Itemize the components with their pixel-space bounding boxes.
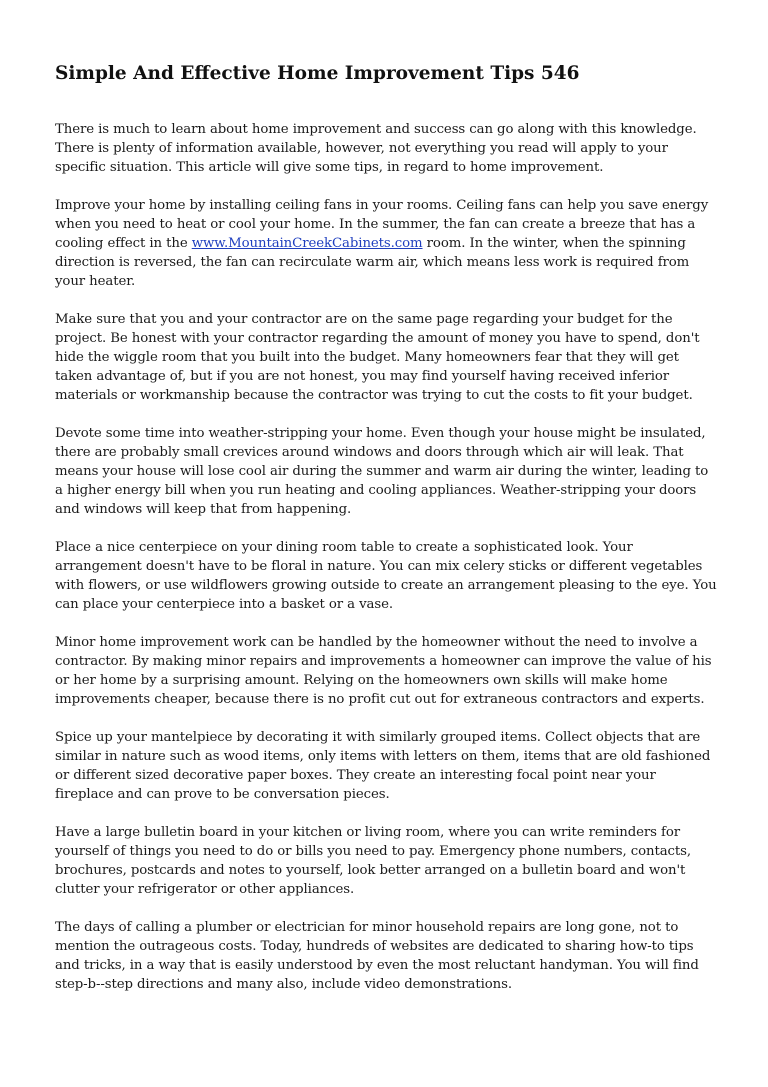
paragraph-text: room. In the winter, when the spinning direction is reversed, the fan can recirculate warm air, which means less work is required from your heater. [55,236,690,289]
paragraph-diy-repairs: The days of calling a plumber or electrician for minor household repairs are long gone, not to mention the outrageous costs. Today, hundreds of websites are dedicated to sharing how-to tips and tricks, in a way that is easily understood by even the most reluctant handyman. You will find step-b--step directions and many also, include video demonstrations. [55,920,699,992]
paragraph-ceiling-fans [55,196,717,291]
paragraph-centerpiece: Place a nice centerpiece on your dining room table to create a sophisticated look. Your arrangement doesn't have to be floral in nature. You can mix celery sticks or different vegetables with flowers, or use wildflowers growing outside to create an arrangement pleasing to the eye. You can place your centerpiece into a basket or a vase. [55,540,717,612]
paragraph-budget: Make sure that you and your contractor are on the same page regarding your budget for the project. Be honest with your contractor regarding the amount of money you have to spend, don't hide the wiggle room that you built into the budget. Many homeowners fear that they will get taken advantage of, but if you are not honest, you may find yourself having received inferior materials or workmanship because the contractor was trying to cut the costs to fit your budget. [55,312,700,403]
document-page [55,62,717,1013]
paragraph-minor-improvements: Minor home improvement work can be handled by the homeowner without the need to involve a contractor. By making minor repairs and improvements a homeowner can improve the value of his or her home by a surprising amount. Relying on the homeowners own skills will make home improvements cheaper, because there is no profit cut out for extraneous contractors and experts. [55,635,712,707]
paragraph-intro: There is much to learn about home improvement and success can go along with this knowledge. There is plenty of information available, however, not everything you read will apply to your specific situation. This article will give some tips, in regard to home improvement. [55,122,697,175]
mountain-creek-cabinets-link[interactable]: www.MountainCreekCabinets.com [191,236,423,251]
paragraph-text: Improve your home by installing ceiling fans in your rooms. Ceiling fans can help you save energy when you need to heat or cool your home. In the summer, the fan can create a breeze that has a cooling effect in the [55,198,709,251]
paragraph-bulletin-board: Have a large bulletin board in your kitchen or living room, where you can write reminders for yourself of things you need to do or bills you need to pay. Emergency phone numbers, contacts, brochures, postcards and notes to yourself, look better arranged on a bulletin board and won't clutter your refrigerator or other appliances. [55,825,691,897]
paragraph-mantelpiece: Spice up your mantelpiece by decorating it with similarly grouped items. Collect objects that are similar in nature such as wood items, only items with letters on them, items that are old fashioned or different sized decorative paper boxes. They create an interesting focal point near your fireplace and can prove to be conversation pieces. [55,730,711,802]
paragraph-weather-stripping: Devote some time into weather-stripping your home. Even though your house might be insulated, there are probably small crevices around windows and doors through which air will leak. That means your house will lose cool air during the summer and warm air during the winter, leading to a higher energy bill when you run heating and cooling appliances. Weather-stripping your doors and windows will keep that from happening. [55,426,709,517]
page-title: Simple And Effective Home Improvement Tips 546 [55,63,580,84]
